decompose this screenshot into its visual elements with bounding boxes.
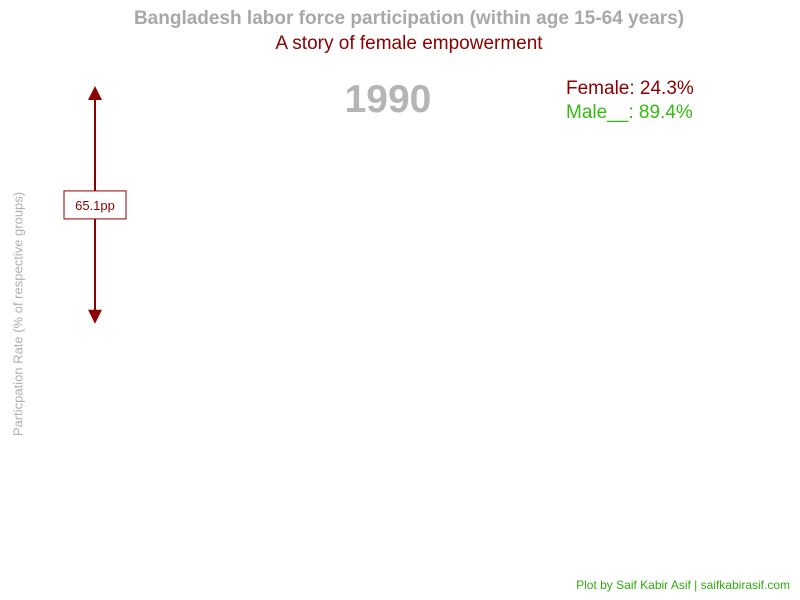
y-axis-label: Particpation Rate (% of respective groups) bbox=[10, 191, 26, 437]
plot-caption: Plot by Saif Kabir Asif | saifkabirasif.com bbox=[576, 578, 790, 592]
legend-male: Male__: 89.4% bbox=[566, 102, 693, 123]
chart-subtitle: A story of female empowerment bbox=[275, 33, 543, 54]
gap-arrow-down-head bbox=[88, 310, 102, 324]
chart-title: Bangladesh labor force participation (within age 15-64 years) bbox=[133, 8, 685, 29]
gap-arrow-up-head bbox=[88, 86, 102, 100]
year-label: 1990 bbox=[344, 78, 432, 121]
legend-female: Female: 24.3% bbox=[566, 78, 694, 99]
gap-label: 65.1pp bbox=[75, 197, 115, 213]
